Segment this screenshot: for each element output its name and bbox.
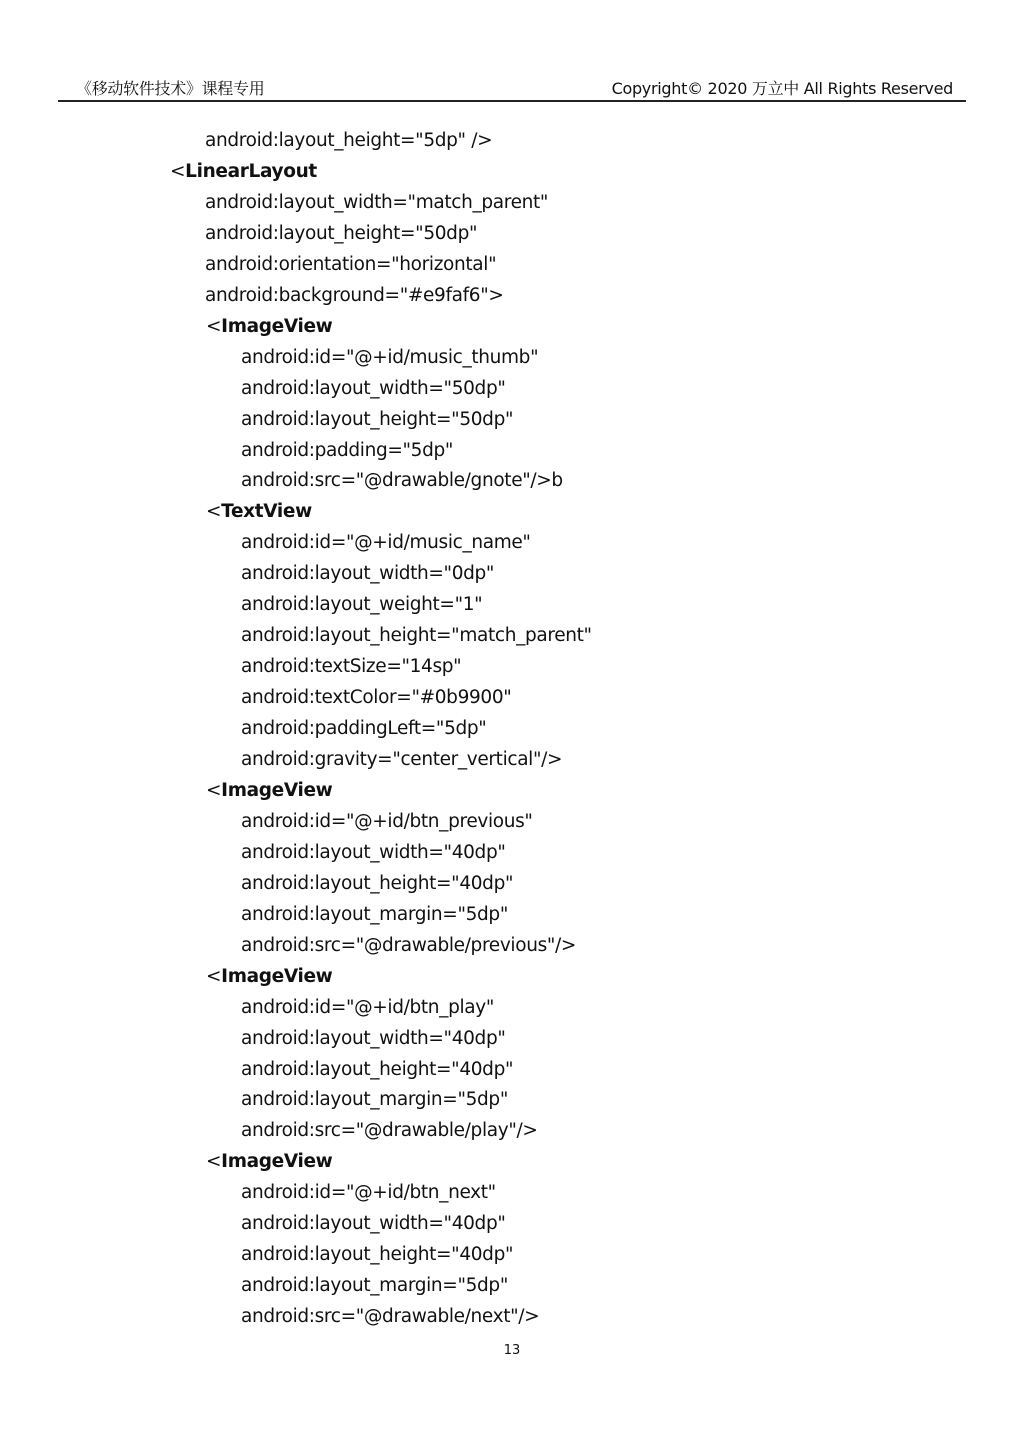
code-attribute-line: android:gravity="center_vertical"/> xyxy=(241,749,563,770)
code-attribute-line: android:layout_height="40dp" xyxy=(241,1058,514,1080)
code-attribute-line: android:layout_margin="5dp" xyxy=(241,1275,508,1297)
code-attribute-line: android:layout_height="match_parent" xyxy=(241,625,592,647)
code-attribute-line: android:layout_width="0dp" xyxy=(241,563,495,585)
code-attribute-line: android:layout_margin="5dp" xyxy=(241,903,508,925)
tag-name: ImageView xyxy=(221,965,333,987)
code-attribute-line: android:orientation="horizontal" xyxy=(205,253,497,275)
code-attribute-line: android:layout_margin="5dp" xyxy=(241,1089,508,1111)
tag-name: LinearLayout xyxy=(185,160,317,182)
code-attribute-line: android:id="@+id/btn_play" xyxy=(241,996,494,1018)
code-tag-line xyxy=(206,775,332,806)
code-attribute-line: android:layout_height="40dp" xyxy=(241,1244,514,1266)
code-attribute-line: android:id="@+id/music_thumb" xyxy=(241,346,539,368)
code-attribute-line: android:layout_height="50dp" xyxy=(241,408,514,430)
code-attribute-line: android:src="@drawable/play"/> xyxy=(241,1120,538,1142)
code-tag-line xyxy=(170,156,317,187)
code-attribute-line: android:background="#e9faf6"> xyxy=(205,284,504,306)
code-attribute-line: android:layout_width="match_parent" xyxy=(205,191,549,213)
code-tag-line xyxy=(206,496,312,527)
code-tag-line xyxy=(206,311,332,342)
tag-bracket: < xyxy=(206,965,222,987)
code-attribute-line: android:layout_width="50dp" xyxy=(241,377,506,399)
code-attribute-line: android:layout_width="40dp" xyxy=(241,1213,506,1235)
copyright-notice: Copyright© 2020 万立中 All Rights Reserved xyxy=(611,79,953,98)
tag-bracket: < xyxy=(170,160,186,182)
code-attribute-line: android:id="@+id/btn_previous" xyxy=(241,810,533,832)
code-attribute-line: android:src="@drawable/gnote"/>b xyxy=(241,470,563,492)
code-attribute-line: android:layout_weight="1" xyxy=(241,594,483,616)
code-attribute-line: android:id="@+id/btn_next" xyxy=(241,1182,496,1204)
code-attribute-line: android:src="@drawable/previous"/> xyxy=(241,934,577,956)
code-attribute-line: android:id="@+id/music_name" xyxy=(241,532,531,554)
code-attribute-line: android:layout_width="40dp" xyxy=(241,841,506,863)
code-attribute-line: android:textColor="#0b9900" xyxy=(241,687,512,709)
code-attribute-line: android:textSize="14sp" xyxy=(241,656,462,678)
tag-name: ImageView xyxy=(221,315,333,337)
tag-bracket: < xyxy=(206,501,222,523)
code-attribute-line: android:src="@drawable/next"/> xyxy=(241,1306,540,1328)
page-header xyxy=(58,74,966,102)
tag-name: TextView xyxy=(221,501,312,523)
code-attribute-line: android:layout_height="40dp" xyxy=(241,872,514,894)
code-attribute-line: android:layout_height="50dp" xyxy=(205,222,478,244)
code-tag-line xyxy=(206,961,332,992)
code-attribute-line: android:padding="5dp" xyxy=(241,439,454,461)
code-attribute-line: android:layout_height="5dp" /> xyxy=(205,130,493,151)
page-number: 13 xyxy=(503,1343,521,1358)
tag-bracket: < xyxy=(206,1151,222,1173)
tag-name: ImageView xyxy=(221,779,333,801)
code-attribute-line: android:paddingLeft="5dp" xyxy=(241,718,487,740)
tag-bracket: < xyxy=(206,315,222,337)
code-tag-line xyxy=(206,1146,332,1177)
tag-name: ImageView xyxy=(221,1151,333,1173)
code-attribute-line: android:layout_width="40dp" xyxy=(241,1027,506,1049)
course-title: 《移动软件技术》课程专用 xyxy=(76,79,265,98)
tag-bracket: < xyxy=(206,779,222,801)
